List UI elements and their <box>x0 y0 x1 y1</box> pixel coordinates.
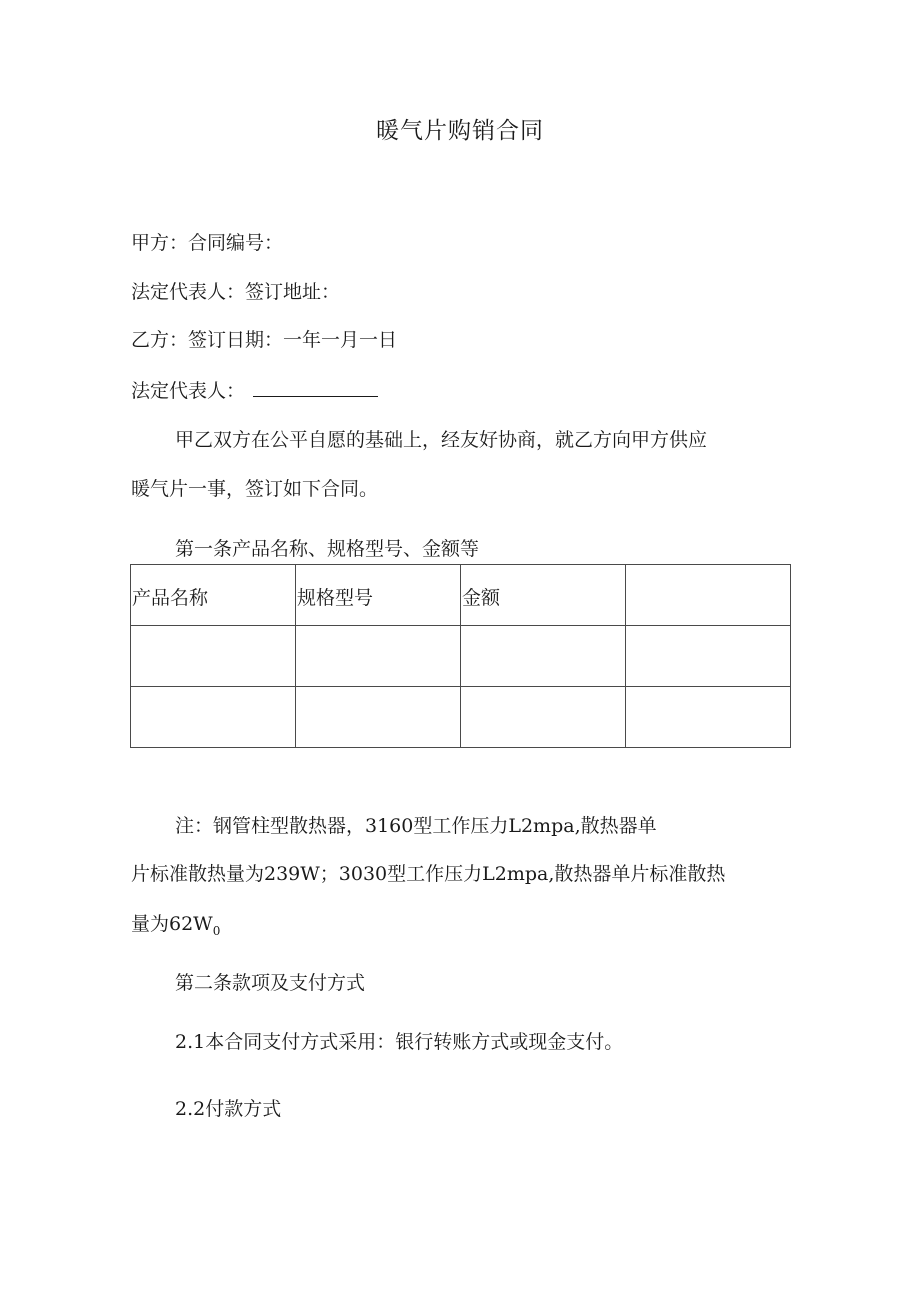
product-table <box>130 564 791 748</box>
document-title: 暖气片购销合同 <box>376 118 544 144</box>
table-header-cell: 金额 <box>461 565 626 626</box>
note-line-3-text: 量为62W <box>131 913 213 935</box>
table-cell <box>131 687 296 748</box>
table-cell <box>296 626 461 687</box>
table-header-cell <box>626 565 791 626</box>
table-cell <box>626 626 791 687</box>
legal-rep-line <box>131 378 378 403</box>
article-2-item-1: 2.1本合同支付方式采用：银行转账方式或现金支付。 <box>175 1031 624 1053</box>
table-cell <box>461 687 626 748</box>
article-2-item-2: 2.2付款方式 <box>175 1098 282 1120</box>
table-header-cell: 产品名称 <box>131 565 296 626</box>
table-cell <box>131 626 296 687</box>
article-1-heading: 第一条产品名称、规格型号、金额等 <box>175 538 480 560</box>
party-a-line: 甲方：合同编号： <box>131 232 284 254</box>
legal-rep-address-line: 法定代表人：签订地址： <box>131 281 341 303</box>
intro-line-2: 暖气片一事，签订如下合同。 <box>131 478 379 500</box>
note-line-1: 注：钢管柱型散热器，3160型工作压力L2mpa,散热器单 <box>175 815 657 837</box>
table-cell <box>461 626 626 687</box>
legal-rep-label: 法定代表人： <box>131 380 246 402</box>
article-2-heading: 第二条款项及支付方式 <box>175 972 366 994</box>
table-row <box>131 687 791 748</box>
table-cell <box>626 687 791 748</box>
intro-line-1: 甲乙双方在公平自愿的基础上，经友好协商，就乙方向甲方供应 <box>175 429 708 451</box>
table-cell <box>296 687 461 748</box>
note-line-3 <box>131 912 220 943</box>
table-header-cell: 规格型号 <box>296 565 461 626</box>
note-line-2: 片标准散热量为239W；3030型工作压力L2mpa,散热器单片标准散热 <box>131 863 726 885</box>
note-line-3-subscript: 0 <box>212 923 221 938</box>
table-row <box>131 626 791 687</box>
signature-blank <box>253 378 378 397</box>
table-header-row <box>131 565 791 626</box>
party-b-date-line: 乙方：签订日期：一年一月一日 <box>131 329 398 351</box>
